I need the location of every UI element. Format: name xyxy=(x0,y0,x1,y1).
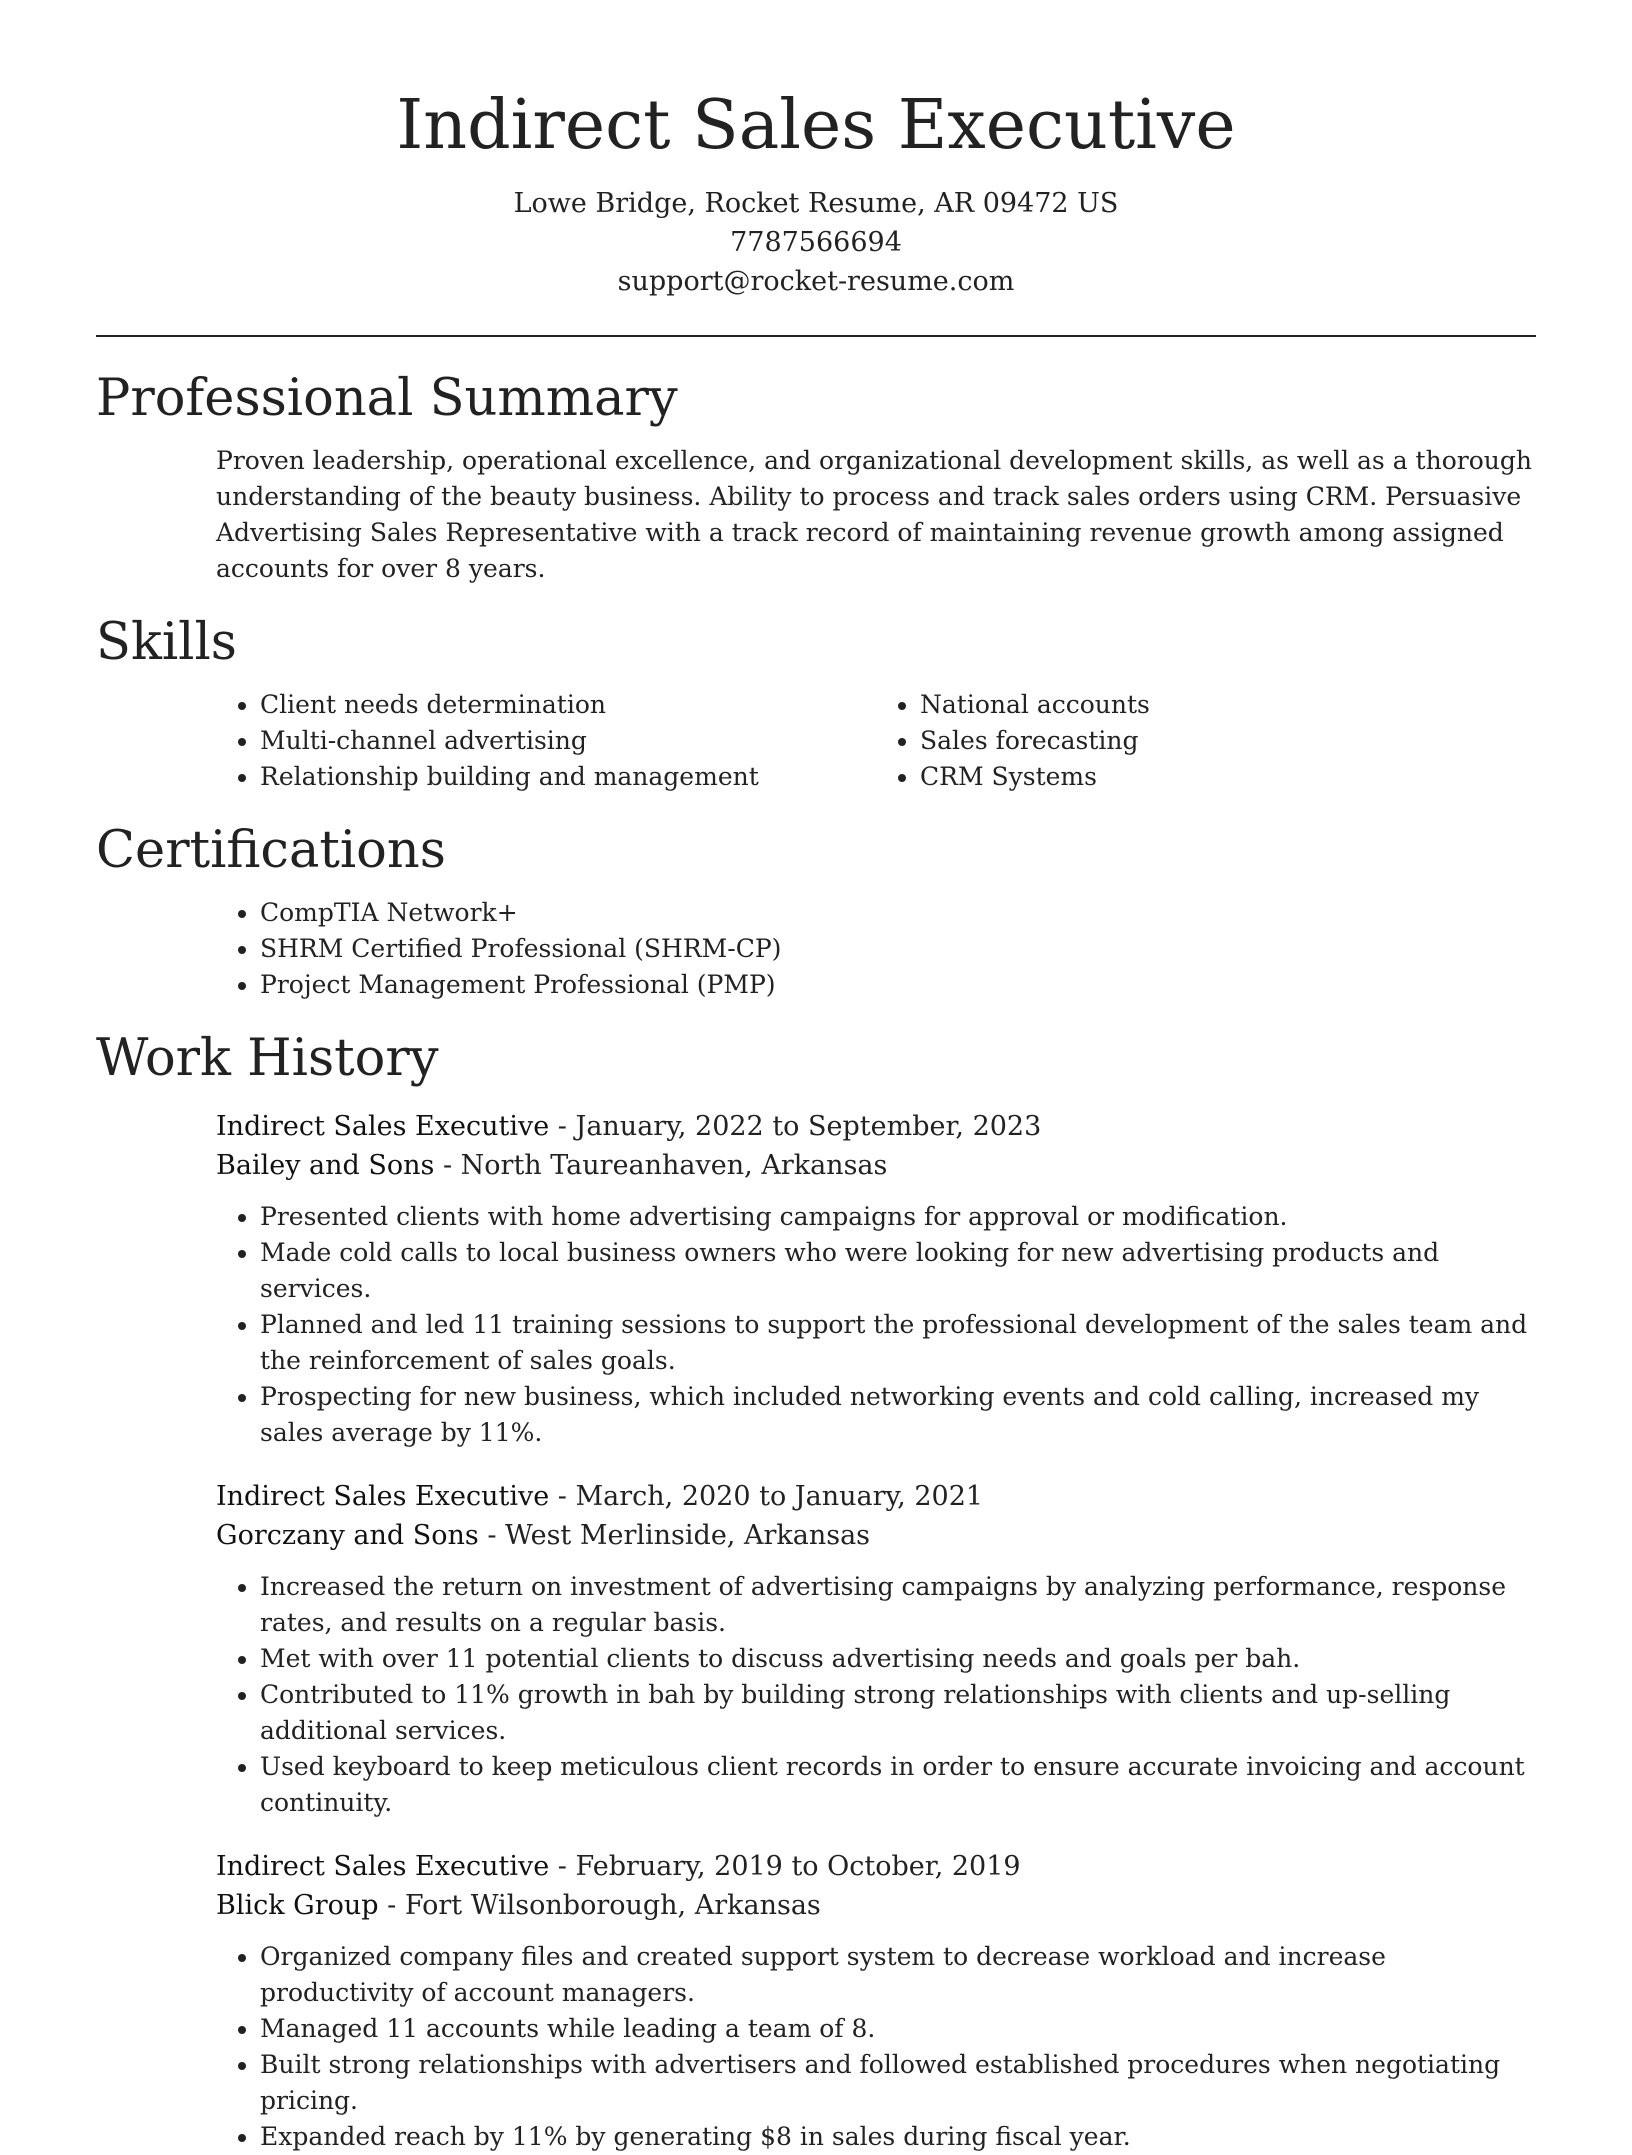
job-entry xyxy=(216,1107,1536,1451)
summary-section xyxy=(96,367,1536,587)
skill-item: • National accounts xyxy=(920,687,1536,723)
job-bullet: • Presented clients with home advertising campaigns for approval or modification. xyxy=(260,1199,1536,1235)
job-dates: - January, 2022 to September, 2023 xyxy=(549,1111,1042,1142)
job-company: Gorczany and Sons xyxy=(216,1520,479,1551)
job-bullet: • Managed 11 accounts while leading a team of 8. xyxy=(260,2011,1536,2047)
job-location: - Fort Wilsonborough, Arkansas xyxy=(378,1890,821,1921)
job-entry xyxy=(216,1847,1536,2155)
job-company-line xyxy=(216,1516,1536,1555)
job-bullet: • Expanded reach by 11% by generating $8 in sales during fiscal year. xyxy=(260,2119,1536,2155)
certifications-heading: Certifications xyxy=(96,821,446,880)
contact-info xyxy=(96,184,1536,301)
job-company-line xyxy=(216,1886,1536,1925)
job-company-line xyxy=(216,1146,1536,1185)
job-role: Indirect Sales Executive xyxy=(216,1851,550,1882)
job-role: Indirect Sales Executive xyxy=(216,1111,550,1142)
job-dates: - February, 2019 to October, 2019 xyxy=(549,1851,1021,1882)
job-company: Bailey and Sons xyxy=(216,1150,435,1181)
job-bullet: • Planned and led 11 training sessions to support the professional development of the sales team and the reinforcement of sales goals. xyxy=(260,1307,1536,1379)
job-bullet: • Met with over 11 potential clients to discuss advertising needs and goals per bah. xyxy=(260,1641,1536,1677)
skill-item: • Sales forecasting xyxy=(920,723,1536,759)
skills-list-left xyxy=(216,687,876,795)
header-divider xyxy=(96,335,1536,337)
email-address[interactable]: support@rocket-resume.com xyxy=(617,266,1015,297)
skill-item: • Relationship building and management xyxy=(260,759,876,795)
certification-item: • Project Management Professional (PMP) xyxy=(260,967,1536,1003)
skill-item: • Client needs determination xyxy=(260,687,876,723)
address: Lowe Bridge, Rocket Resume, AR 09472 US xyxy=(513,188,1119,219)
skills-section xyxy=(96,611,1536,795)
skill-item: • Multi-channel advertising xyxy=(260,723,876,759)
job-title-line xyxy=(216,1107,1536,1146)
job-bullet: • Increased the return on investment of advertising campaigns by analyzing performance, response rates, and results on a regular basis. xyxy=(260,1569,1536,1641)
work-history-heading: Work History xyxy=(96,1029,439,1088)
skills-list-right xyxy=(876,687,1536,795)
skills-heading: Skills xyxy=(96,613,237,672)
skills-grid xyxy=(96,687,1536,795)
job-bullet: • Used keyboard to keep meticulous client records in order to ensure accurate invoicing and account continuity. xyxy=(260,1749,1536,1821)
phone-number: 7787566694 xyxy=(730,227,902,258)
job-company: Blick Group xyxy=(216,1890,379,1921)
job-bullet: • Built strong relationships with advertisers and followed established procedures when negotiating pricing. xyxy=(260,2047,1536,2119)
job-bullet: • Contributed to 11% growth in bah by building strong relationships with clients and up-selling additional services. xyxy=(260,1677,1536,1749)
job-bullet: • Made cold calls to local business owners who were looking for new advertising products and services. xyxy=(260,1235,1536,1307)
job-bullets xyxy=(216,1199,1536,1451)
skill-item: • CRM Systems xyxy=(920,759,1536,795)
candidate-name: Indirect Sales Executive xyxy=(396,86,1236,165)
job-title-line xyxy=(216,1847,1536,1886)
certifications-list xyxy=(216,895,1536,1003)
job-location: - West Merlinside, Arkansas xyxy=(478,1520,871,1551)
job-bullet: • Organized company files and created support system to decrease workload and increase productivity of account managers. xyxy=(260,1939,1536,2011)
summary-text: Proven leadership, operational excellence, and organizational development skills, as well as a thorough understanding of the beauty business. Ability to process and track sales orders using CRM. Persuasive Advertising Sales Representative with a track record of maintaining revenue growth among assigned accounts for over 8 years. xyxy=(216,446,1532,583)
job-bullets xyxy=(216,1569,1536,1821)
job-title-line xyxy=(216,1477,1536,1516)
job-location: - North Taureanhaven, Arkansas xyxy=(434,1150,888,1181)
certification-item: • CompTIA Network+ xyxy=(260,895,1536,931)
resume-header xyxy=(96,0,1536,301)
job-bullets xyxy=(216,1939,1536,2155)
job-dates: - March, 2020 to January, 2021 xyxy=(549,1481,984,1512)
work-history-section xyxy=(96,1027,1536,2155)
certifications-section xyxy=(96,819,1536,1003)
job-role: Indirect Sales Executive xyxy=(216,1481,550,1512)
summary-heading: Professional Summary xyxy=(96,369,678,428)
job-entry xyxy=(216,1477,1536,1821)
job-bullet: • Prospecting for new business, which included networking events and cold calling, increased my sales average by 11%. xyxy=(260,1379,1536,1451)
certification-item: • SHRM Certified Professional (SHRM-CP) xyxy=(260,931,1536,967)
